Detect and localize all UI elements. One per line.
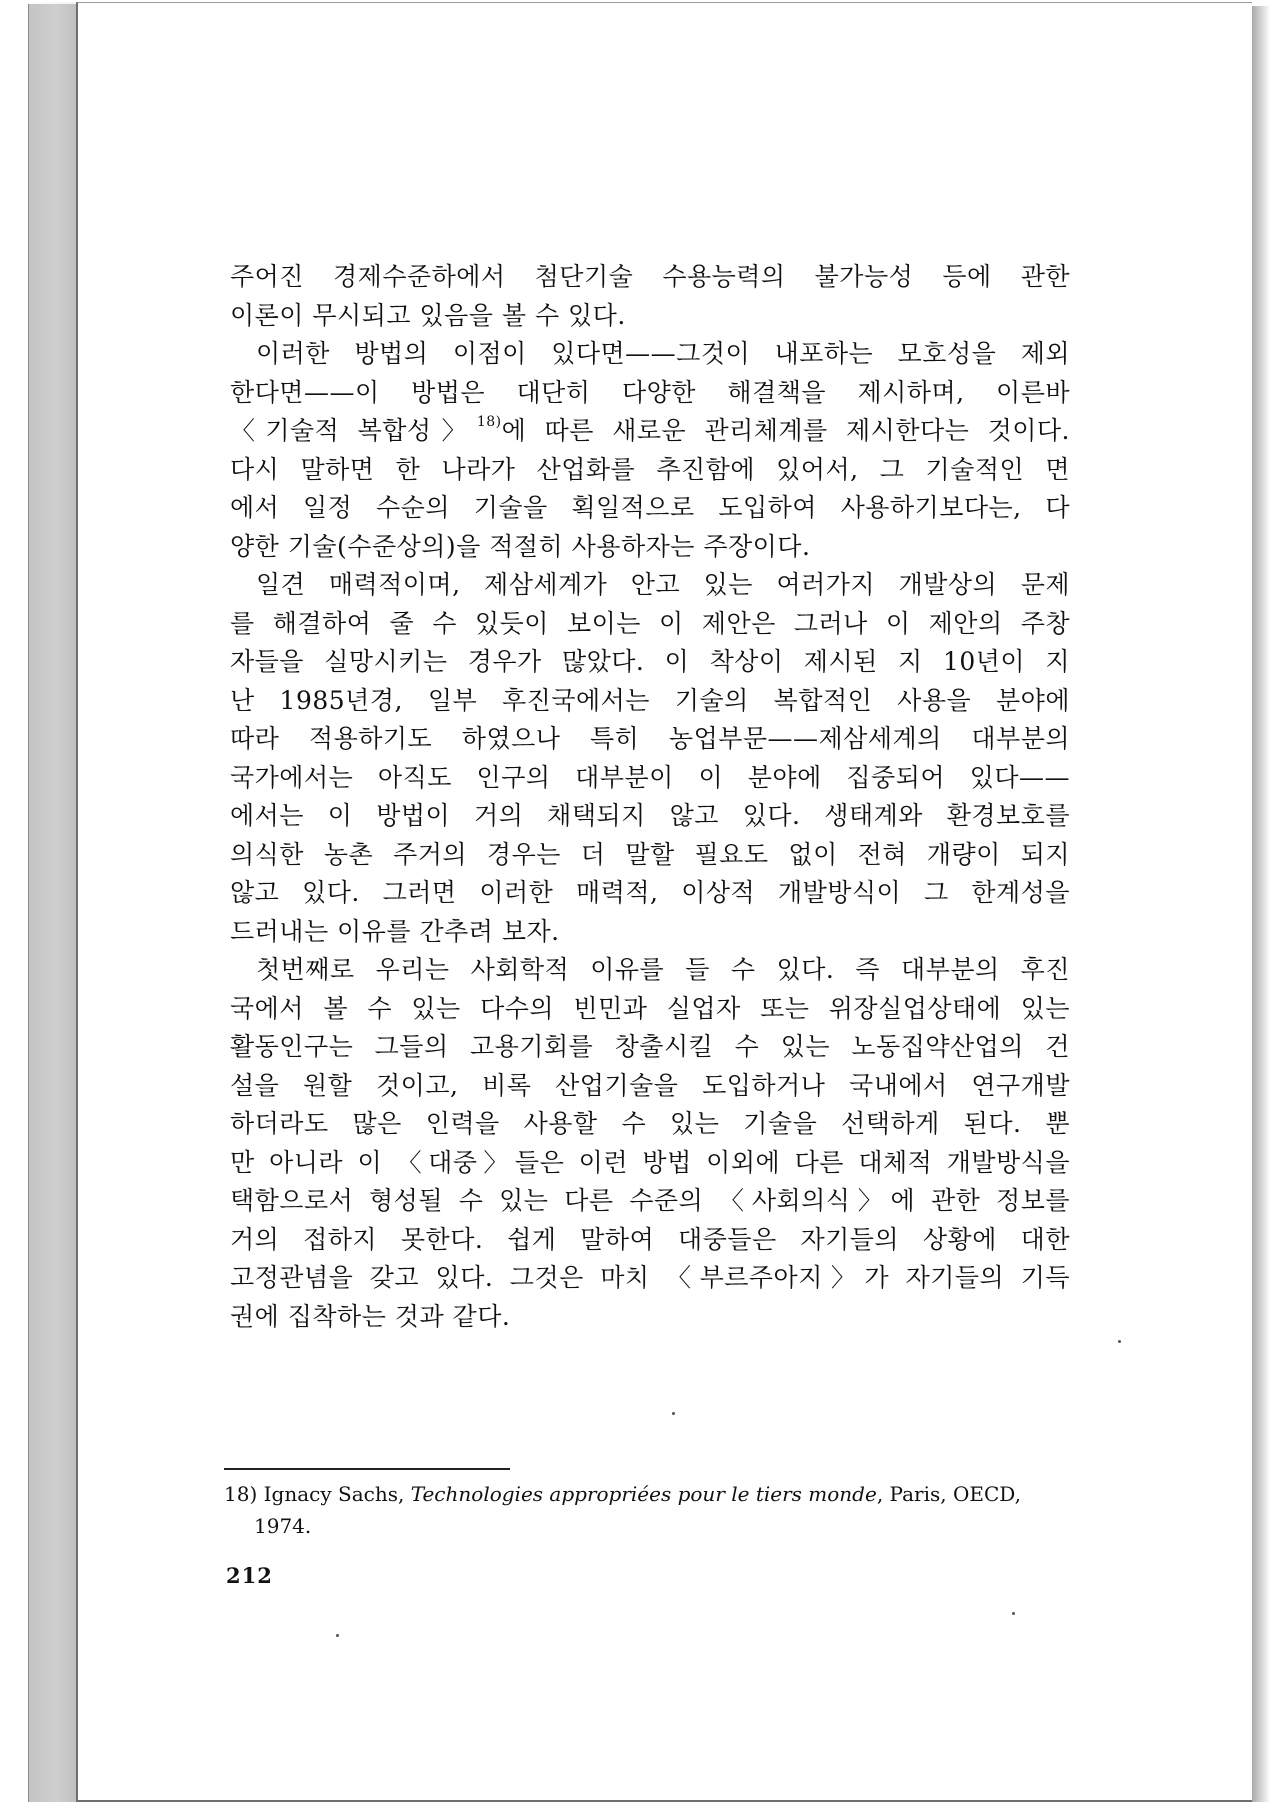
text-line: 하더라도 많은 인력을 사용할 수 있는 기술을 선택하게 된다. 뿐: [230, 1109, 1070, 1138]
text-line-with-footnote-ref: [230, 412, 1070, 451]
footnote-number: 18): [224, 1482, 258, 1506]
footnote-year: 1974.: [254, 1514, 312, 1538]
text-line: 한다면——이 방법은 대단히 다양한 해결책을 제시하며, 이른바: [230, 377, 1070, 407]
text-line: 택함으로서 형성될 수 있는 다른 수준의 〈사회의식〉에 관한 정보를: [230, 1186, 1070, 1215]
text-line: 에서는 이 방법이 거의 채택되지 않고 있다. 생태계와 환경보호를: [230, 801, 1070, 830]
text-segment: 〈기술적 복합성〉: [230, 416, 477, 445]
text-line: 권에 집착하는 것과 같다.: [230, 1301, 511, 1331]
text-line: 자들을 실망시키는 경우가 많았다. 이 착상이 제시된 지 10년이 지: [230, 647, 1070, 676]
paper-speck: [1118, 1340, 1121, 1343]
paper-speck: [1012, 1612, 1015, 1615]
text-line: 양한 기술(수준상의)을 적절히 사용하자는 주장이다.: [230, 531, 811, 561]
text-line: 난 1985년경, 일부 후진국에서는 기술의 복합적인 사용을 분야에: [230, 685, 1070, 715]
footnote: [224, 1478, 1070, 1542]
text-line: 않고 있다. 그러면 이러한 매력적, 이상적 개발방식이 그 한계성을: [230, 878, 1070, 907]
text-line: 따라 적용하기도 하였으나 특히 농업부문——제삼세계의 대부분의: [230, 724, 1070, 753]
footnote-ref: 18): [476, 414, 502, 430]
footnote-author: Ignacy Sachs,: [263, 1482, 405, 1506]
text-line: 국에서 볼 수 있는 다수의 빈민과 실업자 또는 위장실업상태에 있는: [230, 993, 1070, 1023]
text-line: 주어진 경제수준하에서 첨단기술 수용능력의 불가능성 등에 관한: [230, 262, 1070, 291]
footnote-divider: [224, 1468, 510, 1470]
text-segment: 에 따른 새로운 관리체계를 제시한다는 것이다.: [501, 416, 1070, 445]
text-line: 고정관념을 갖고 있다. 그것은 마치 〈부르주아지〉가 자기들의 기득: [230, 1263, 1070, 1292]
text-line: 만 아니라 이 〈대중〉들은 이런 방법 이외에 다른 대체적 개발방식을: [230, 1147, 1070, 1177]
book-spine: [28, 4, 79, 1802]
text-line: 의식한 농촌 주거의 경우는 더 말할 필요도 없이 전혀 개량이 되지: [230, 839, 1070, 869]
text-line: 드러내는 이유를 간추려 보자.: [230, 916, 560, 946]
text-line: 를 해결하여 줄 수 있듯이 보이는 이 제안은 그러나 이 제안의 주창: [230, 608, 1070, 638]
page-number: 212: [226, 1563, 273, 1588]
footnote-line: [224, 1510, 1070, 1542]
text-line: 일견 매력적이며, 제삼세계가 안고 있는 여러가지 개발상의 문제: [256, 570, 1070, 599]
text-line: 설을 원할 것이고, 비록 산업기술을 도입하거나 국내에서 연구개발: [230, 1070, 1070, 1100]
text-line: 활동인구는 그들의 고용기회를 창출시킬 수 있는 노동집약산업의 건: [230, 1032, 1070, 1061]
text-line: 거의 접하지 못한다. 쉽게 말하여 대중들은 자기들의 상황에 대한: [230, 1224, 1070, 1254]
text-line: 이러한 방법의 이점이 있다면——그것이 내포하는 모호성을 제외: [256, 339, 1070, 368]
text-line: 에서 일정 수순의 기술을 획일적으로 도입하여 사용하기보다는, 다: [230, 493, 1070, 522]
footnote-title: Technologies appropriées pour le tiers monde: [410, 1482, 877, 1506]
text-line: 국가에서는 아직도 인구의 대부분이 이 분야에 집중되어 있다——: [230, 762, 1070, 792]
paper-speck: [672, 1412, 675, 1415]
text-line: 이론이 무시되고 있음을 볼 수 있다.: [230, 300, 626, 330]
text-line: 첫번째로 우리는 사회학적 이유를 들 수 있다. 즉 대부분의 후진: [256, 955, 1070, 984]
footnote-publisher: , Paris, OECD,: [876, 1482, 1021, 1506]
page-edge-shadow: [1252, 6, 1270, 1802]
paper-speck: [336, 1634, 339, 1637]
footnote-line: [224, 1478, 1070, 1510]
body-text: [230, 258, 1070, 1336]
text-line: 다시 말하면 한 나라가 산업화를 추진함에 있어서, 그 기술적인 면: [230, 454, 1070, 484]
